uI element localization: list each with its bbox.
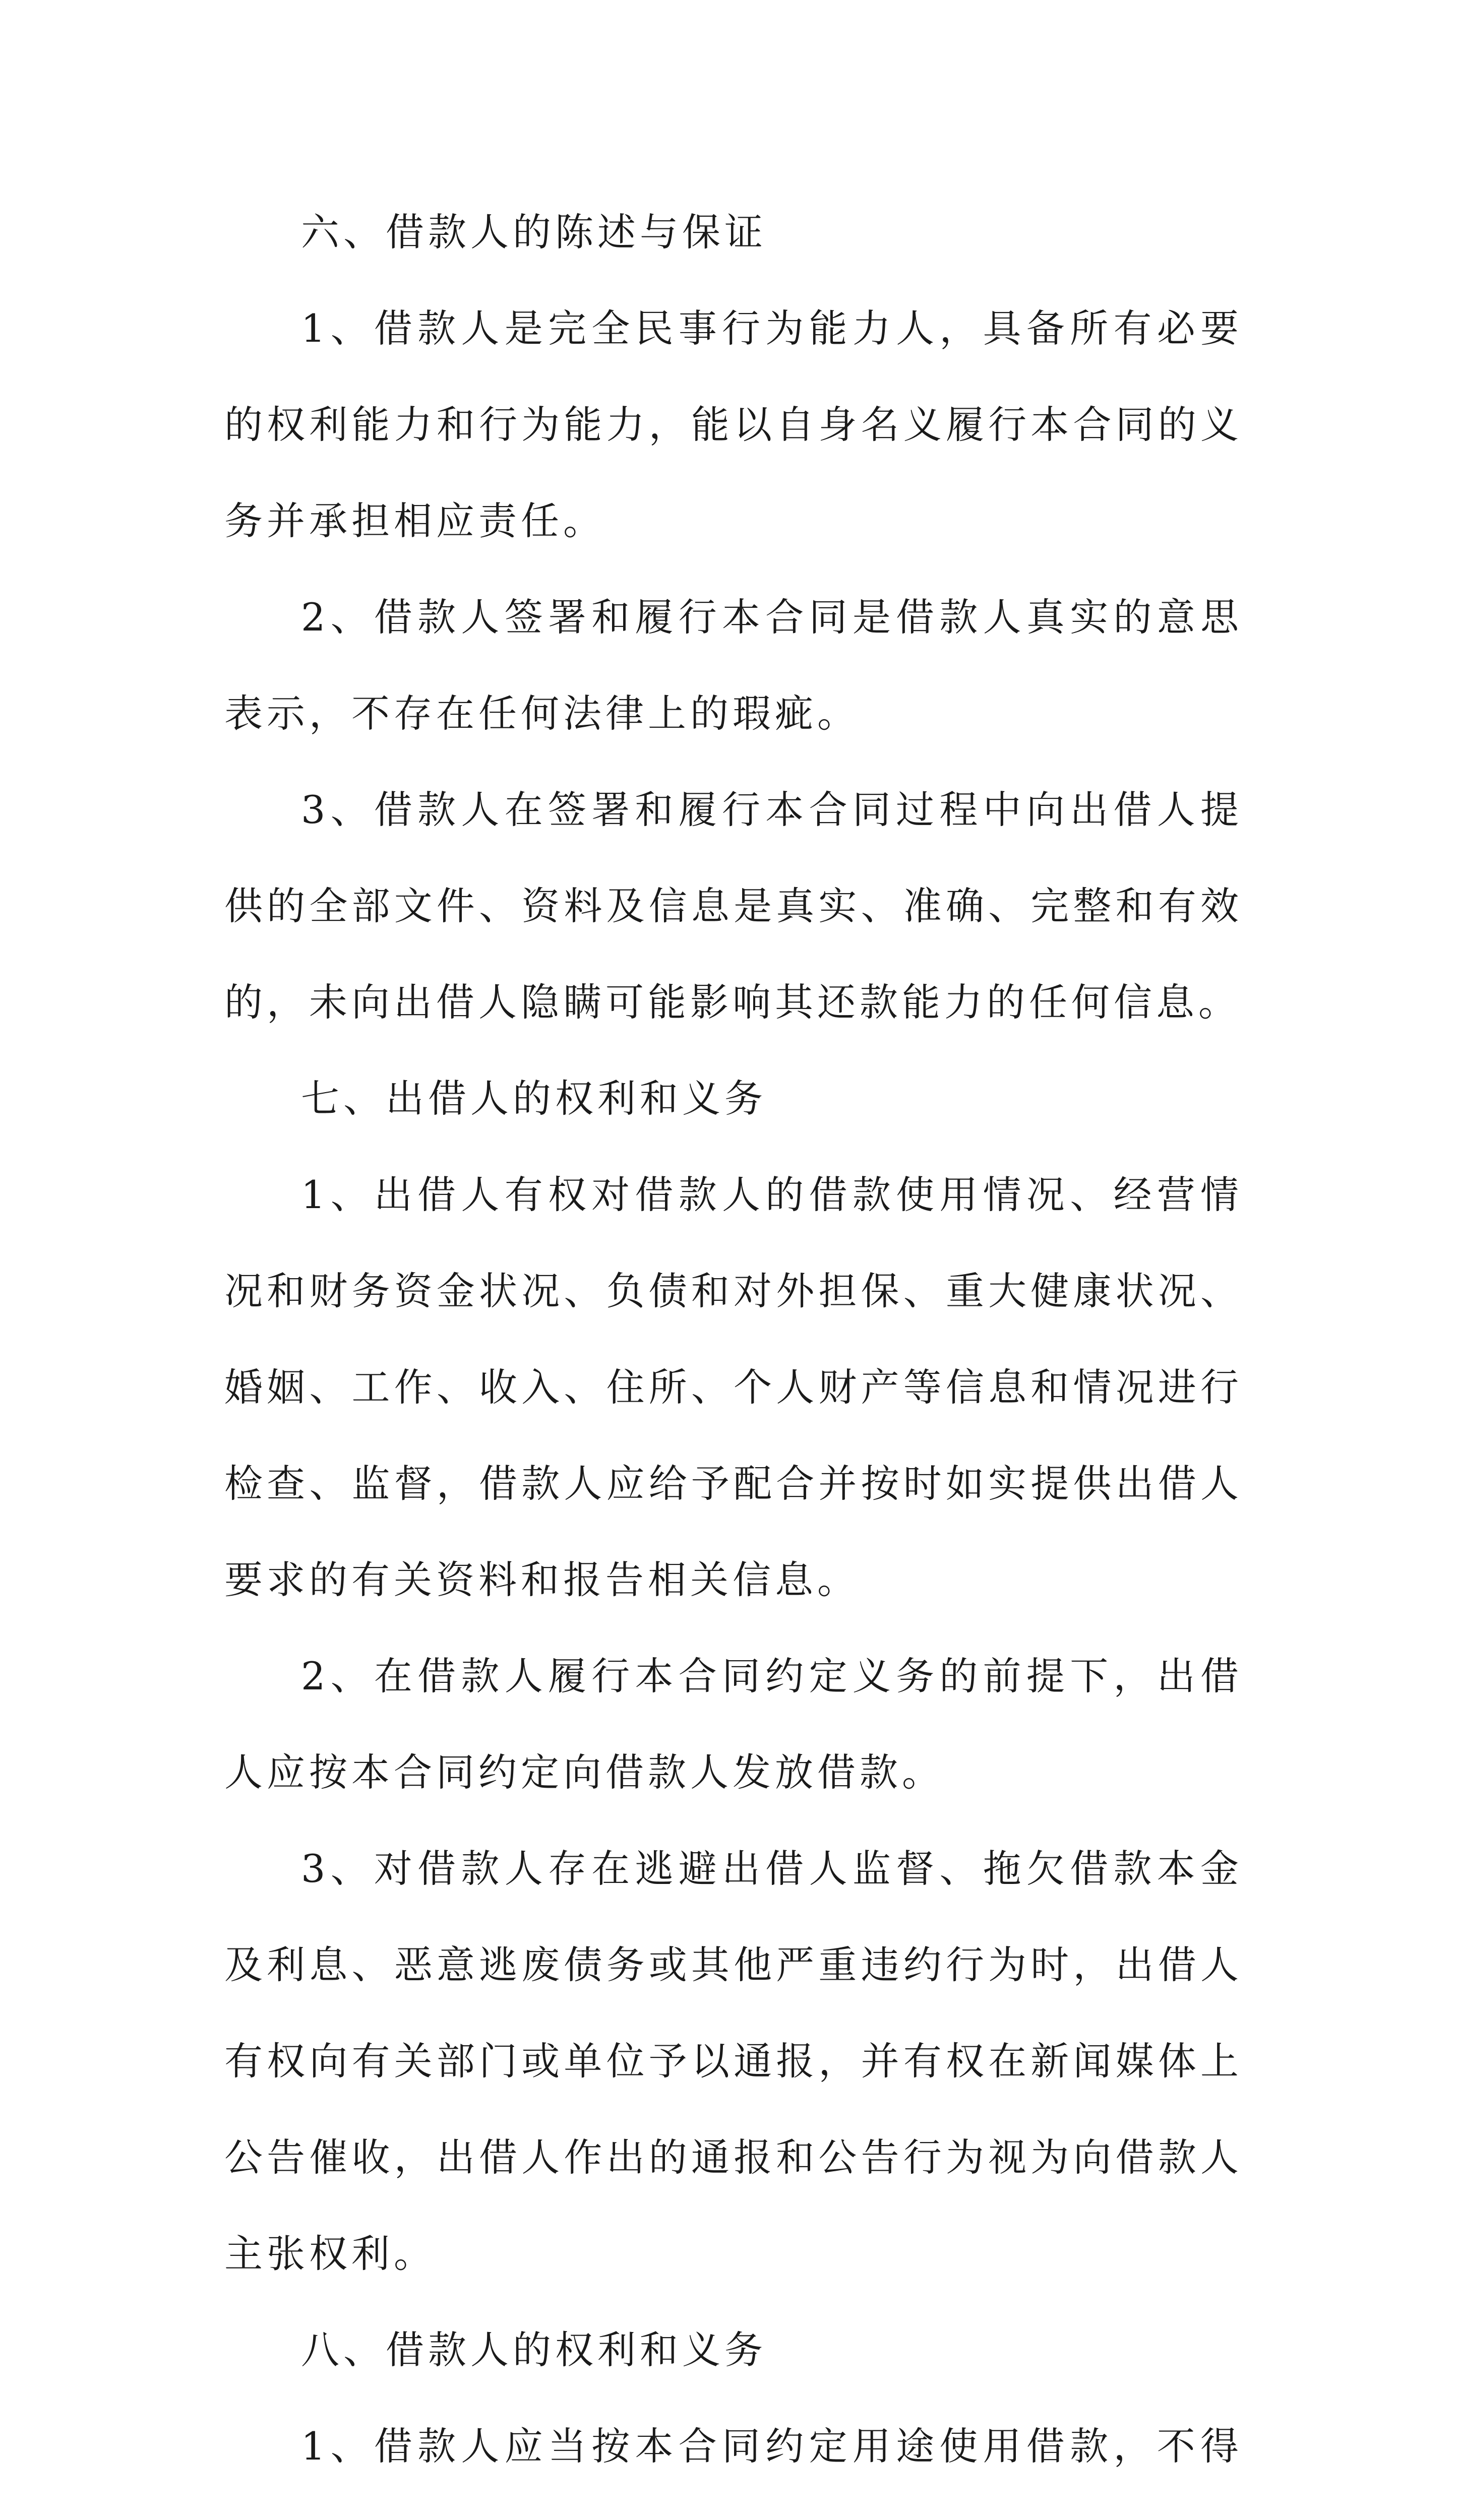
paragraph: 1、借款人应当按本合同约定用途使用借款，不得: [301, 2424, 1243, 2469]
paragraph: 2、在借款人履行本合同约定义务的前提下，出借人应按本合同约定向借款人发放借款。: [224, 1654, 1243, 1795]
section-heading-7: 七、出借人的权利和义务: [301, 1076, 767, 1121]
paragraph: 3、借款人在签署和履行本合同过程中向出借人提供的全部文件、资料及信息是真实、准确、完整和有效的，未向出借人隐瞒可能影响其还款能力的任何信息。: [224, 787, 1243, 1025]
document-body: [224, 184, 1243, 2520]
section-heading-6: 六、借款人的陈述与保证: [301, 210, 767, 255]
paragraph: 1、出借人有权对借款人的借款使用情况、经营情况和财务资金状况、负债和对外担保、重大健康状况、婚姻、工作、收入、住所、个人财产等信息和情况进行检查、监督，借款人应给予配合并按时如实提供出借人要求的有关资料和报告相关信息。: [224, 1172, 1243, 1602]
section-heading-8: 八、借款人的权利和义务: [301, 2327, 767, 2372]
paragraph: 2、借款人签署和履行本合同是借款人真实的意思表示，不存在任何法律上的瑕疵。: [224, 595, 1243, 736]
paragraph: 1、借款人是完全民事行为能力人，具备所有必要的权利能力和行为能力，能以自身名义履行本合同的义务并承担相应责任。: [224, 306, 1243, 543]
paragraph: 3、对借款人存在逃避出借人监督、拖欠借款本金及利息、恶意逃废债务或其他严重违约行为时，出借人有权向有关部门或单位予以通报，并有权在新闻媒体上公告催收，出借人作出的通报和公告行为视为向借款人主张权利。: [224, 1846, 1243, 2276]
